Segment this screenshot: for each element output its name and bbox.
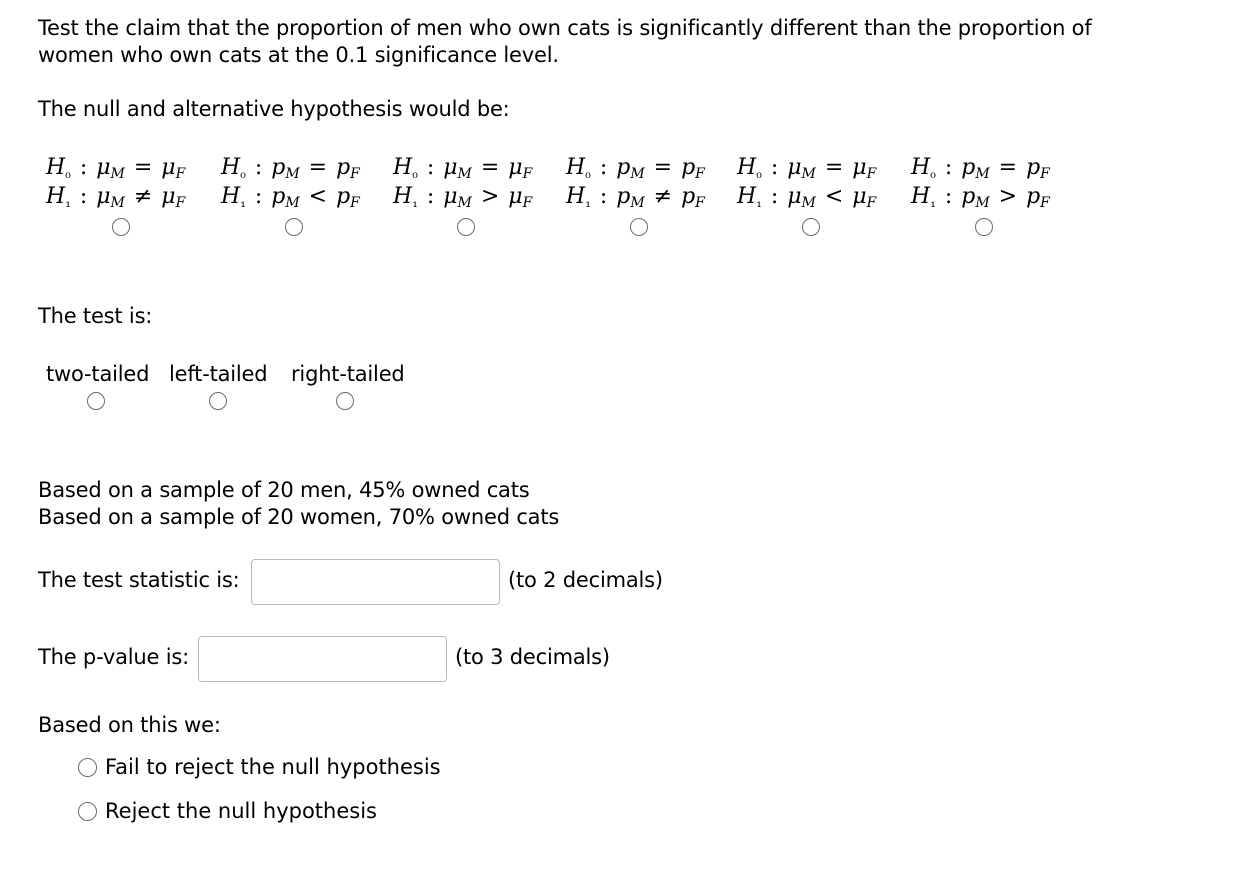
hypothesis-option-5-h1: $H_{_1}$ : μM < μF — [737, 184, 877, 211]
hypothesis-option-2-h0: $H_{_0}$ : pM = pF — [221, 155, 360, 182]
conclusion-prompt: Based on this we: — [38, 713, 221, 737]
conclusion-option-label: Fail to reject the null hypothesis — [105, 755, 441, 779]
sample-men: Based on a sample of 20 men, 45% owned cats — [38, 478, 530, 502]
hypothesis-radio-2[interactable] — [285, 218, 303, 236]
hypothesis-option-3-h1: $H_{_1}$ : μM > μF — [393, 184, 533, 211]
test-radio-right-tailed[interactable] — [336, 392, 354, 410]
test-option-label-two-tailed: two-tailed — [46, 362, 150, 386]
hypothesis-option-5-h0: $H_{_0}$ : μM = μF — [737, 155, 877, 182]
question-line-2: women who own cats at the 0.1 significance level. — [38, 43, 559, 67]
conclusion-radio-fail-to-reject[interactable] — [78, 758, 97, 777]
hypothesis-radio-3[interactable] — [457, 218, 475, 236]
conclusion-option-reject[interactable] — [78, 799, 377, 823]
test-prompt: The test is: — [38, 304, 153, 328]
hypothesis-option-6-h0: $H_{_0}$ : pM = pF — [911, 155, 1050, 182]
conclusion-radio-reject[interactable] — [78, 802, 97, 821]
hypothesis-radio-1[interactable] — [112, 218, 130, 236]
conclusion-option-fail-to-reject[interactable] — [78, 755, 441, 779]
conclusion-option-label: Reject the null hypothesis — [105, 799, 377, 823]
hypothesis-option-1-h1: $H_{_1}$ : μM ≠ μF — [46, 184, 186, 211]
hypothesis-radio-4[interactable] — [630, 218, 648, 236]
test-radio-two-tailed[interactable] — [87, 392, 105, 410]
hypothesis-option-4-h0: $H_{_0}$ : pM = pF — [566, 155, 705, 182]
test-radio-left-tailed[interactable] — [209, 392, 227, 410]
hypothesis-option-1-h0: $H_{_0}$ : μM = μF — [46, 155, 186, 182]
test-statistic-label: The test statistic is: — [38, 568, 240, 592]
question-line-1: Test the claim that the proportion of men who own cats is significantly different than the proportion of — [38, 16, 1092, 40]
p-value-label: The p-value is: — [38, 645, 189, 669]
test-option-label-left-tailed: left-tailed — [169, 362, 268, 386]
hypothesis-radio-5[interactable] — [802, 218, 820, 236]
hypothesis-option-2-h1: $H_{_1}$ : pM < pF — [221, 184, 360, 211]
hypothesis-option-6-h1: $H_{_1}$ : pM > pF — [911, 184, 1050, 211]
hypothesis-option-4-h1: $H_{_1}$ : pM ≠ pF — [566, 184, 705, 211]
hypothesis-radio-6[interactable] — [975, 218, 993, 236]
sample-women: Based on a sample of 20 women, 70% owned cats — [38, 505, 560, 529]
p-value-input[interactable] — [198, 636, 447, 682]
test-statistic-input[interactable] — [251, 559, 500, 605]
p-value-hint: (to 3 decimals) — [455, 645, 610, 669]
test-option-label-right-tailed: right-tailed — [291, 362, 405, 386]
test-statistic-hint: (to 2 decimals) — [508, 568, 663, 592]
hypothesis-option-3-h0: $H_{_0}$ : μM = μF — [393, 155, 533, 182]
hypothesis-prompt: The null and alternative hypothesis would be: — [38, 97, 510, 121]
